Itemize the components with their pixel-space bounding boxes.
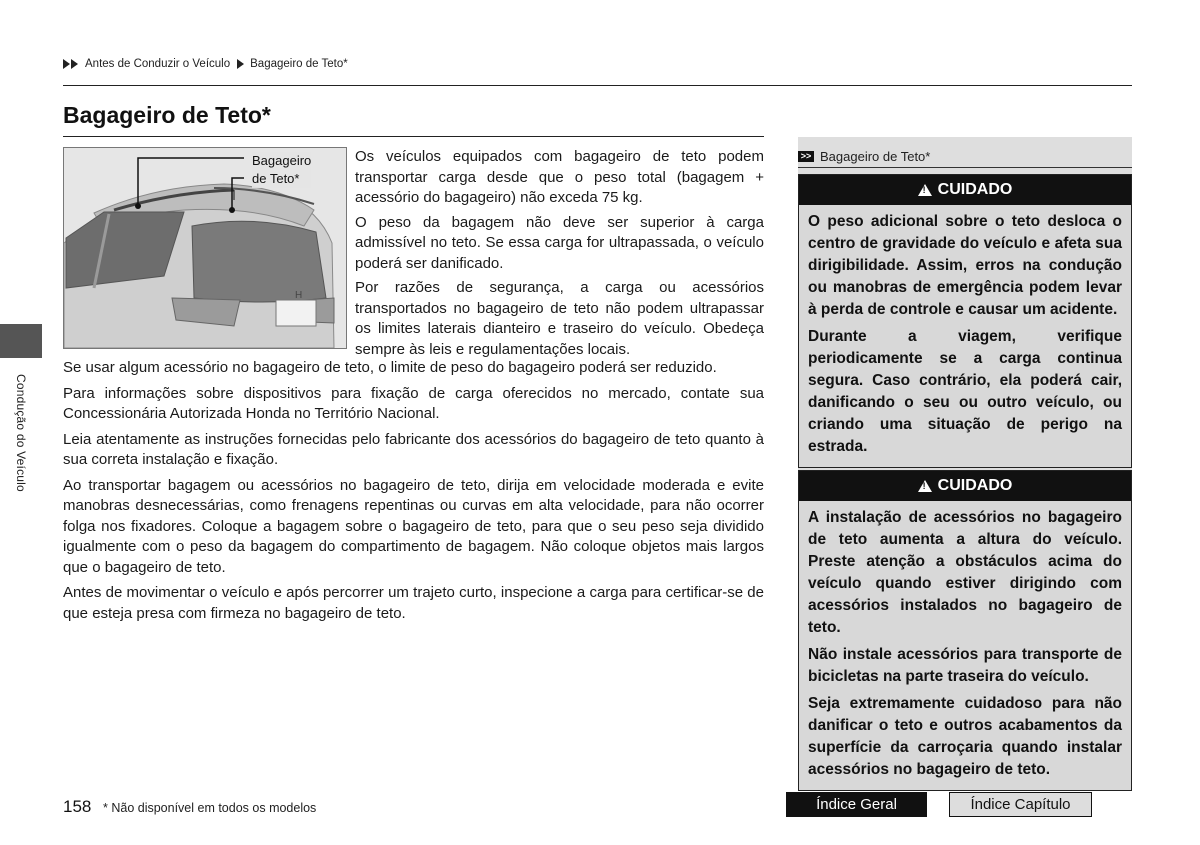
intro-text	[355, 147, 764, 364]
intro-paragraph: O peso da bagagem não deve ser superior à carga admissível no teto. Se essa carga for ultrapassada, o veículo poderá ser danificado.	[355, 213, 764, 272]
breadcrumb	[63, 58, 348, 70]
general-index-button[interactable]: Índice Geral	[786, 792, 927, 817]
caution-paragraph: Não instale acessórios para transporte de bicicletas na parte traseira do veículo.	[808, 646, 1122, 685]
chapter-side-label: Condução do Veículo	[14, 374, 28, 492]
breadcrumb-item-section[interactable]: Bagageiro de Teto*	[250, 58, 348, 70]
intro-paragraph: Por razões de segurança, a carga ou acessórios transportados no bagageiro de teto não podem ultrapassar os limites laterais dianteiro e traseiro do veículo. Obedeça sempre às leis e regulamentações locais.	[355, 279, 764, 358]
caution-body	[799, 205, 1131, 467]
chapter-tab-marker	[0, 324, 42, 358]
body-paragraph: Antes de movimentar o veículo e após percorrer um trajeto curto, inspecione a carga para certificar-se de que esteja presa com firmeza no bagageiro de teto.	[63, 584, 764, 622]
body-paragraph: Para informações sobre dispositivos para fixação de carga oferecidos no mercado, contate sua Concessionária Autorizada Honda no Território Nacional.	[63, 384, 764, 422]
caution-body	[799, 501, 1131, 790]
arrow-right-icon	[237, 59, 244, 69]
breadcrumb-item-chapter[interactable]: Antes de Conduzir o Veículo	[85, 58, 231, 70]
double-chevron-icon: >>	[798, 151, 814, 162]
svg-text:H: H	[295, 290, 303, 301]
chapter-index-button[interactable]: Índice Capítulo	[949, 792, 1092, 817]
sidebar-divider	[798, 167, 1132, 168]
page-title: Bagageiro de Teto*	[63, 102, 271, 128]
footnote: * Não disponível em todos os modelos	[103, 801, 317, 815]
body-text	[63, 358, 764, 629]
notes-sidebar	[798, 137, 1132, 788]
car-roof-rack-illustration	[63, 147, 347, 349]
caution-paragraph: O peso adicional sobre o teto desloca o centro de gravidade do veículo e afeta sua dirigibilidade. Assim, erros na condução ou manobras de emergência podem levar à perda de controle e causar um acidente.	[808, 213, 1122, 318]
intro-paragraph: Os veículos equipados com bagageiro de teto podem transportar carga desde que o peso total (bagagem + acessório do bagageiro) não exceda 75 kg.	[355, 148, 764, 206]
sidebar-heading: >> Bagageiro de Teto*	[798, 149, 930, 164]
caution-paragraph: Durante a viagem, verifique periodicamente se a carga continua segura. Caso contrário, ela poderá cair, danificando o seu ou outro veículo, ou criando uma situação de perigo na estrada.	[808, 328, 1122, 455]
warning-triangle-icon	[918, 480, 932, 492]
body-paragraph: Ao transportar bagagem ou acessórios no bagageiro de teto, dirija em velocidade moderada e evite manobras desnecessárias, como frenagens repentinas ou curvas em alta velocidade, para não ocorrer folga nos fixadores. Coloque a bagagem sobre o bagageiro de teto, para que o seu peso seja dividido igualmente com o peso da bagagem do compartimento de bagagem. Não coloque objetos mais largos que o bagageiro de teto.	[63, 476, 764, 576]
body-paragraph: Leia atentamente as instruções fornecidas pelo fabricante dos acessórios do bagageiro de teto quanto à sua correta instalação e fixação.	[63, 430, 764, 468]
title-divider	[63, 136, 764, 137]
double-arrow-icon	[63, 59, 78, 69]
caution-paragraph: Seja extremamente cuidadoso para não danificar o teto e outros acabamentos da superfície da carroçaria quando instalar acessórios no bagageiro de teto.	[808, 695, 1122, 778]
warning-triangle-icon	[918, 184, 932, 196]
body-paragraph: Se usar algum acessório no bagageiro de teto, o limite de peso do bagageiro poderá ser reduzido.	[63, 359, 717, 376]
header-divider	[63, 85, 1132, 86]
caution-paragraph: A instalação de acessórios no bagageiro de teto aumenta a altura do veículo. Preste atenção a obstáculos acima do veículo quando estiver dirigindo com acessórios instalados no bagageiro de teto.	[808, 509, 1122, 636]
caution-header: ! CUIDADO	[799, 471, 1131, 501]
figure-callout-label: Bagageiro de Teto*	[252, 153, 312, 186]
caution-header: ! CUIDADO	[799, 175, 1131, 205]
caution-box	[798, 174, 1132, 468]
page-number: 158	[63, 797, 92, 816]
caution-box	[798, 470, 1132, 791]
